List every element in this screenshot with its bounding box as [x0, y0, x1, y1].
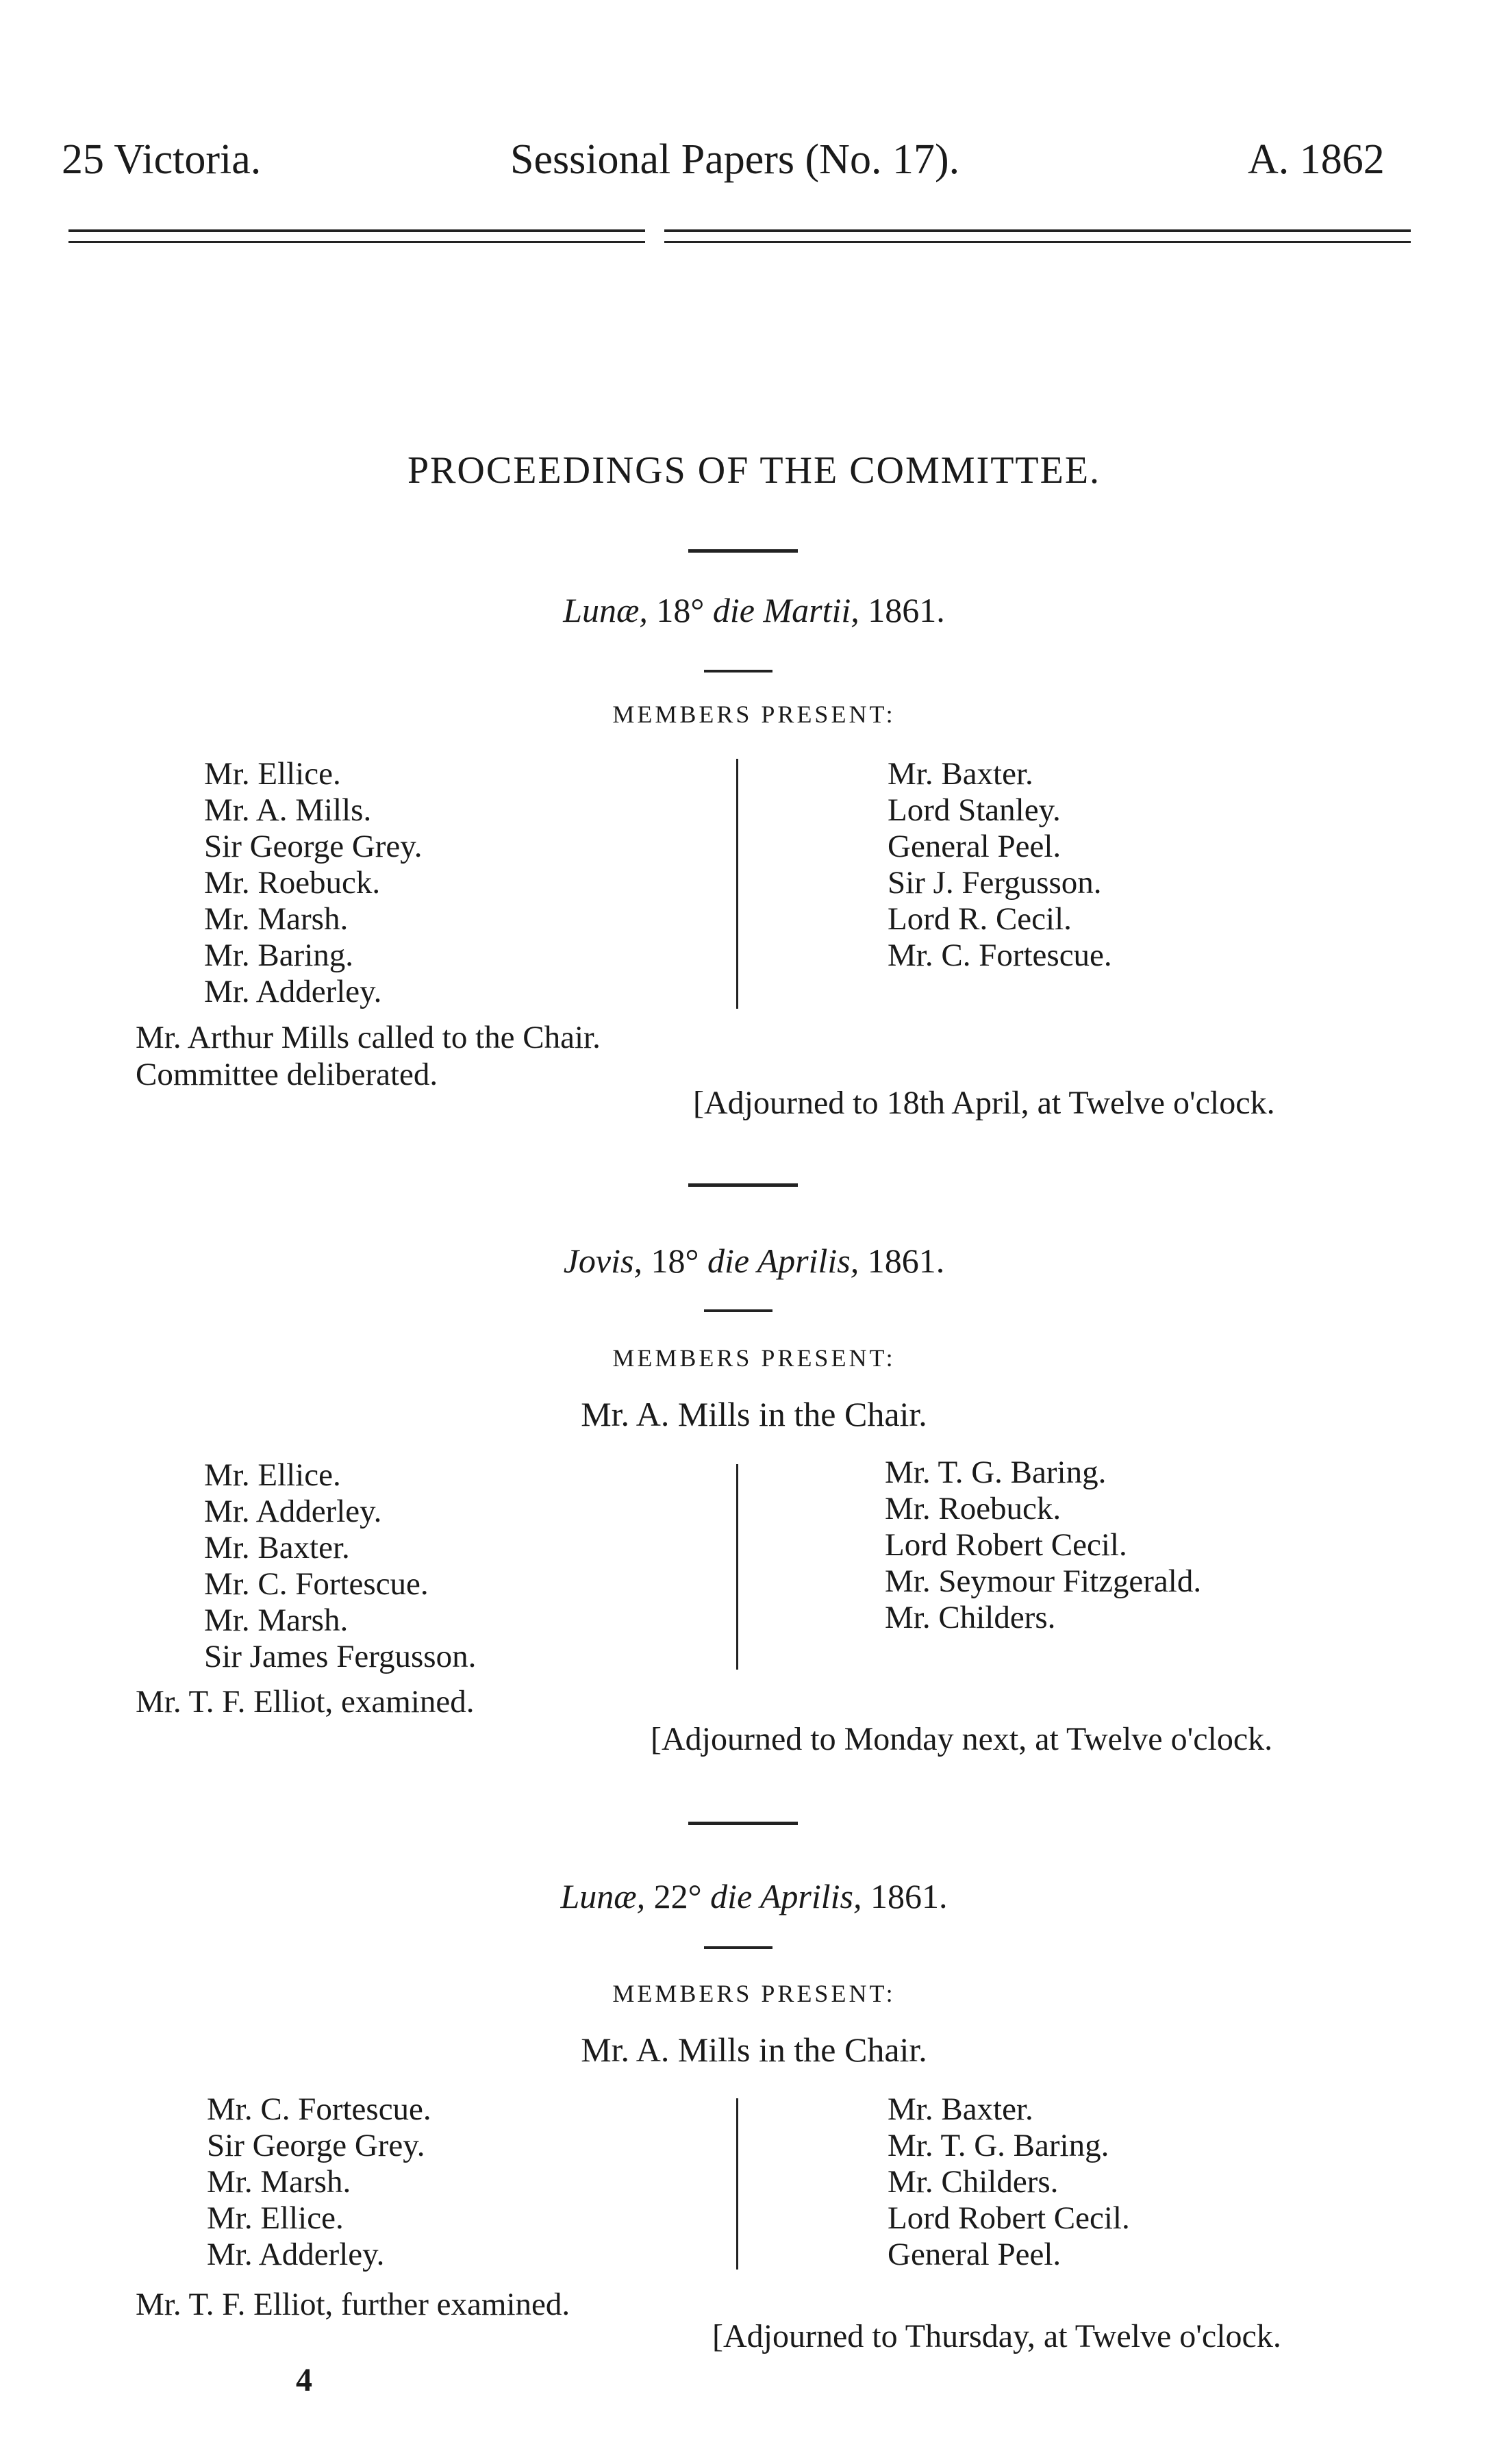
member-name: Sir George Grey. — [207, 2128, 425, 2163]
session-3-adjourned: [Adjourned to Thursday, at Twelve o'clock. — [712, 2318, 1281, 2354]
member-name: Mr. Seymour Fitzgerald. — [885, 1563, 1202, 1599]
session-3-note: Mr. T. F. Elliot, further examined. — [136, 2287, 570, 2322]
session-1-adjourned: [Adjourned to 18th April, at Twelve o'clock. — [693, 1085, 1275, 1121]
session-2-date-year: 1861. — [867, 1242, 945, 1280]
session-1-date — [0, 590, 1508, 630]
session-1-note: Committee deliberated. — [136, 1057, 438, 1092]
member-name: Mr. Adderley. — [204, 974, 382, 1009]
session-2-adjourned: [Adjourned to Monday next, at Twelve o'clock. — [651, 1721, 1273, 1757]
member-name: Sir J. Fergusson. — [888, 865, 1102, 901]
member-name: Mr. A. Mills. — [204, 792, 372, 828]
member-name: Mr. Marsh. — [204, 901, 349, 937]
member-name: Mr. C. Fortescue. — [888, 938, 1112, 973]
session-2-date-phrase: die Aprilis, — [707, 1242, 859, 1280]
session-1-date-separator — [704, 670, 772, 672]
header-center: Sessional Papers (No. 17). — [510, 136, 960, 183]
member-name: Mr. C. Fortescue. — [207, 2091, 431, 2127]
title-separator — [688, 549, 798, 553]
member-name: Mr. Baxter. — [888, 2091, 1033, 2127]
session-1-date-year: 1861. — [868, 591, 945, 629]
session-3-members-present-label: MEMBERS PRESENT: — [612, 1980, 896, 2007]
session-3-left-members — [207, 2091, 431, 2273]
session-separator — [688, 1822, 798, 1825]
member-name: Mr. T. G. Baring. — [885, 1455, 1107, 1490]
session-3-date-phrase: die Aprilis, — [710, 1877, 862, 1915]
session-1-members-present-label: MEMBERS PRESENT: — [612, 701, 896, 728]
session-3-date-ordinal: 22° — [653, 1877, 702, 1915]
member-name: Mr. Ellice. — [204, 1457, 341, 1493]
member-name: Mr. Baring. — [204, 938, 354, 973]
member-name: Sir James Fergusson. — [204, 1639, 477, 1674]
session-2-left-members — [204, 1457, 476, 1675]
member-name: Mr. Baxter. — [888, 756, 1033, 792]
page-title: PROCEEDINGS OF THE COMMITTEE. — [407, 449, 1101, 492]
session-1-date-ordinal: 18° — [656, 591, 705, 629]
member-name: Mr. Ellice. — [204, 756, 341, 792]
session-1-note: Mr. Arthur Mills called to the Chair. — [136, 1020, 601, 1055]
session-2-right-members — [885, 1455, 1201, 1636]
header-rule-bottom-right — [664, 241, 1411, 243]
member-name: Mr. T. G. Baring. — [888, 2128, 1109, 2163]
session-1-date-phrase: die Martii, — [712, 591, 859, 629]
session-3-date — [0, 1876, 1508, 1916]
session-1-right-members — [888, 756, 1112, 974]
session-2-note: Mr. T. F. Elliot, examined. — [136, 1684, 475, 1720]
member-name: Mr. Marsh. — [204, 1602, 349, 1638]
member-name: Mr. Baxter. — [204, 1530, 350, 1566]
member-name: Mr. Marsh. — [207, 2164, 351, 2200]
member-name: Mr. Roebuck. — [885, 1491, 1061, 1526]
member-name: General Peel. — [888, 829, 1061, 864]
member-name: Mr. Adderley. — [204, 1494, 382, 1529]
member-name: Mr. Childers. — [888, 2164, 1059, 2200]
header-rule-top-left — [68, 229, 645, 232]
session-3-date-day: Lunæ, — [560, 1877, 646, 1915]
member-name: Lord Robert Cecil. — [888, 2200, 1130, 2236]
member-name: Mr. Ellice. — [207, 2200, 344, 2236]
header-left: 25 Victoria. — [62, 136, 262, 183]
session-1-left-members — [204, 756, 422, 1010]
session-2-date-ordinal: 18° — [651, 1242, 699, 1280]
session-3-date-year: 1861. — [870, 1877, 948, 1915]
session-2-members-present-label: MEMBERS PRESENT: — [612, 1344, 896, 1372]
session-3-column-divider — [736, 2098, 738, 2270]
page-number: 4 — [296, 2362, 312, 2398]
member-name: Lord Robert Cecil. — [885, 1527, 1127, 1563]
session-2-chair-line: Mr. A. Mills in the Chair. — [581, 1395, 927, 1433]
session-1-column-divider — [736, 759, 738, 1009]
session-2-date — [0, 1241, 1508, 1281]
session-1-date-day: Lunæ, — [563, 591, 648, 629]
session-separator — [688, 1183, 798, 1187]
session-2-date-day: Jovis, — [563, 1242, 642, 1280]
session-2-column-divider — [736, 1464, 738, 1670]
member-name: General Peel. — [888, 2237, 1061, 2272]
member-name: Mr. Childers. — [885, 1600, 1056, 1635]
header-rule-bottom-left — [68, 241, 645, 243]
member-name: Lord Stanley. — [888, 792, 1061, 828]
header-right: A. 1862 — [1248, 136, 1385, 183]
member-name: Sir George Grey. — [204, 829, 423, 864]
session-2-date-separator — [704, 1309, 772, 1312]
header-rule-top-right — [664, 229, 1411, 232]
member-name: Lord R. Cecil. — [888, 901, 1072, 937]
member-name: Mr. Roebuck. — [204, 865, 381, 901]
member-name: Mr. Adderley. — [207, 2237, 385, 2272]
session-3-date-separator — [704, 1946, 772, 1949]
session-3-right-members — [888, 2091, 1130, 2273]
member-name: Mr. C. Fortescue. — [204, 1566, 429, 1602]
session-3-chair-line: Mr. A. Mills in the Chair. — [581, 2031, 927, 2069]
